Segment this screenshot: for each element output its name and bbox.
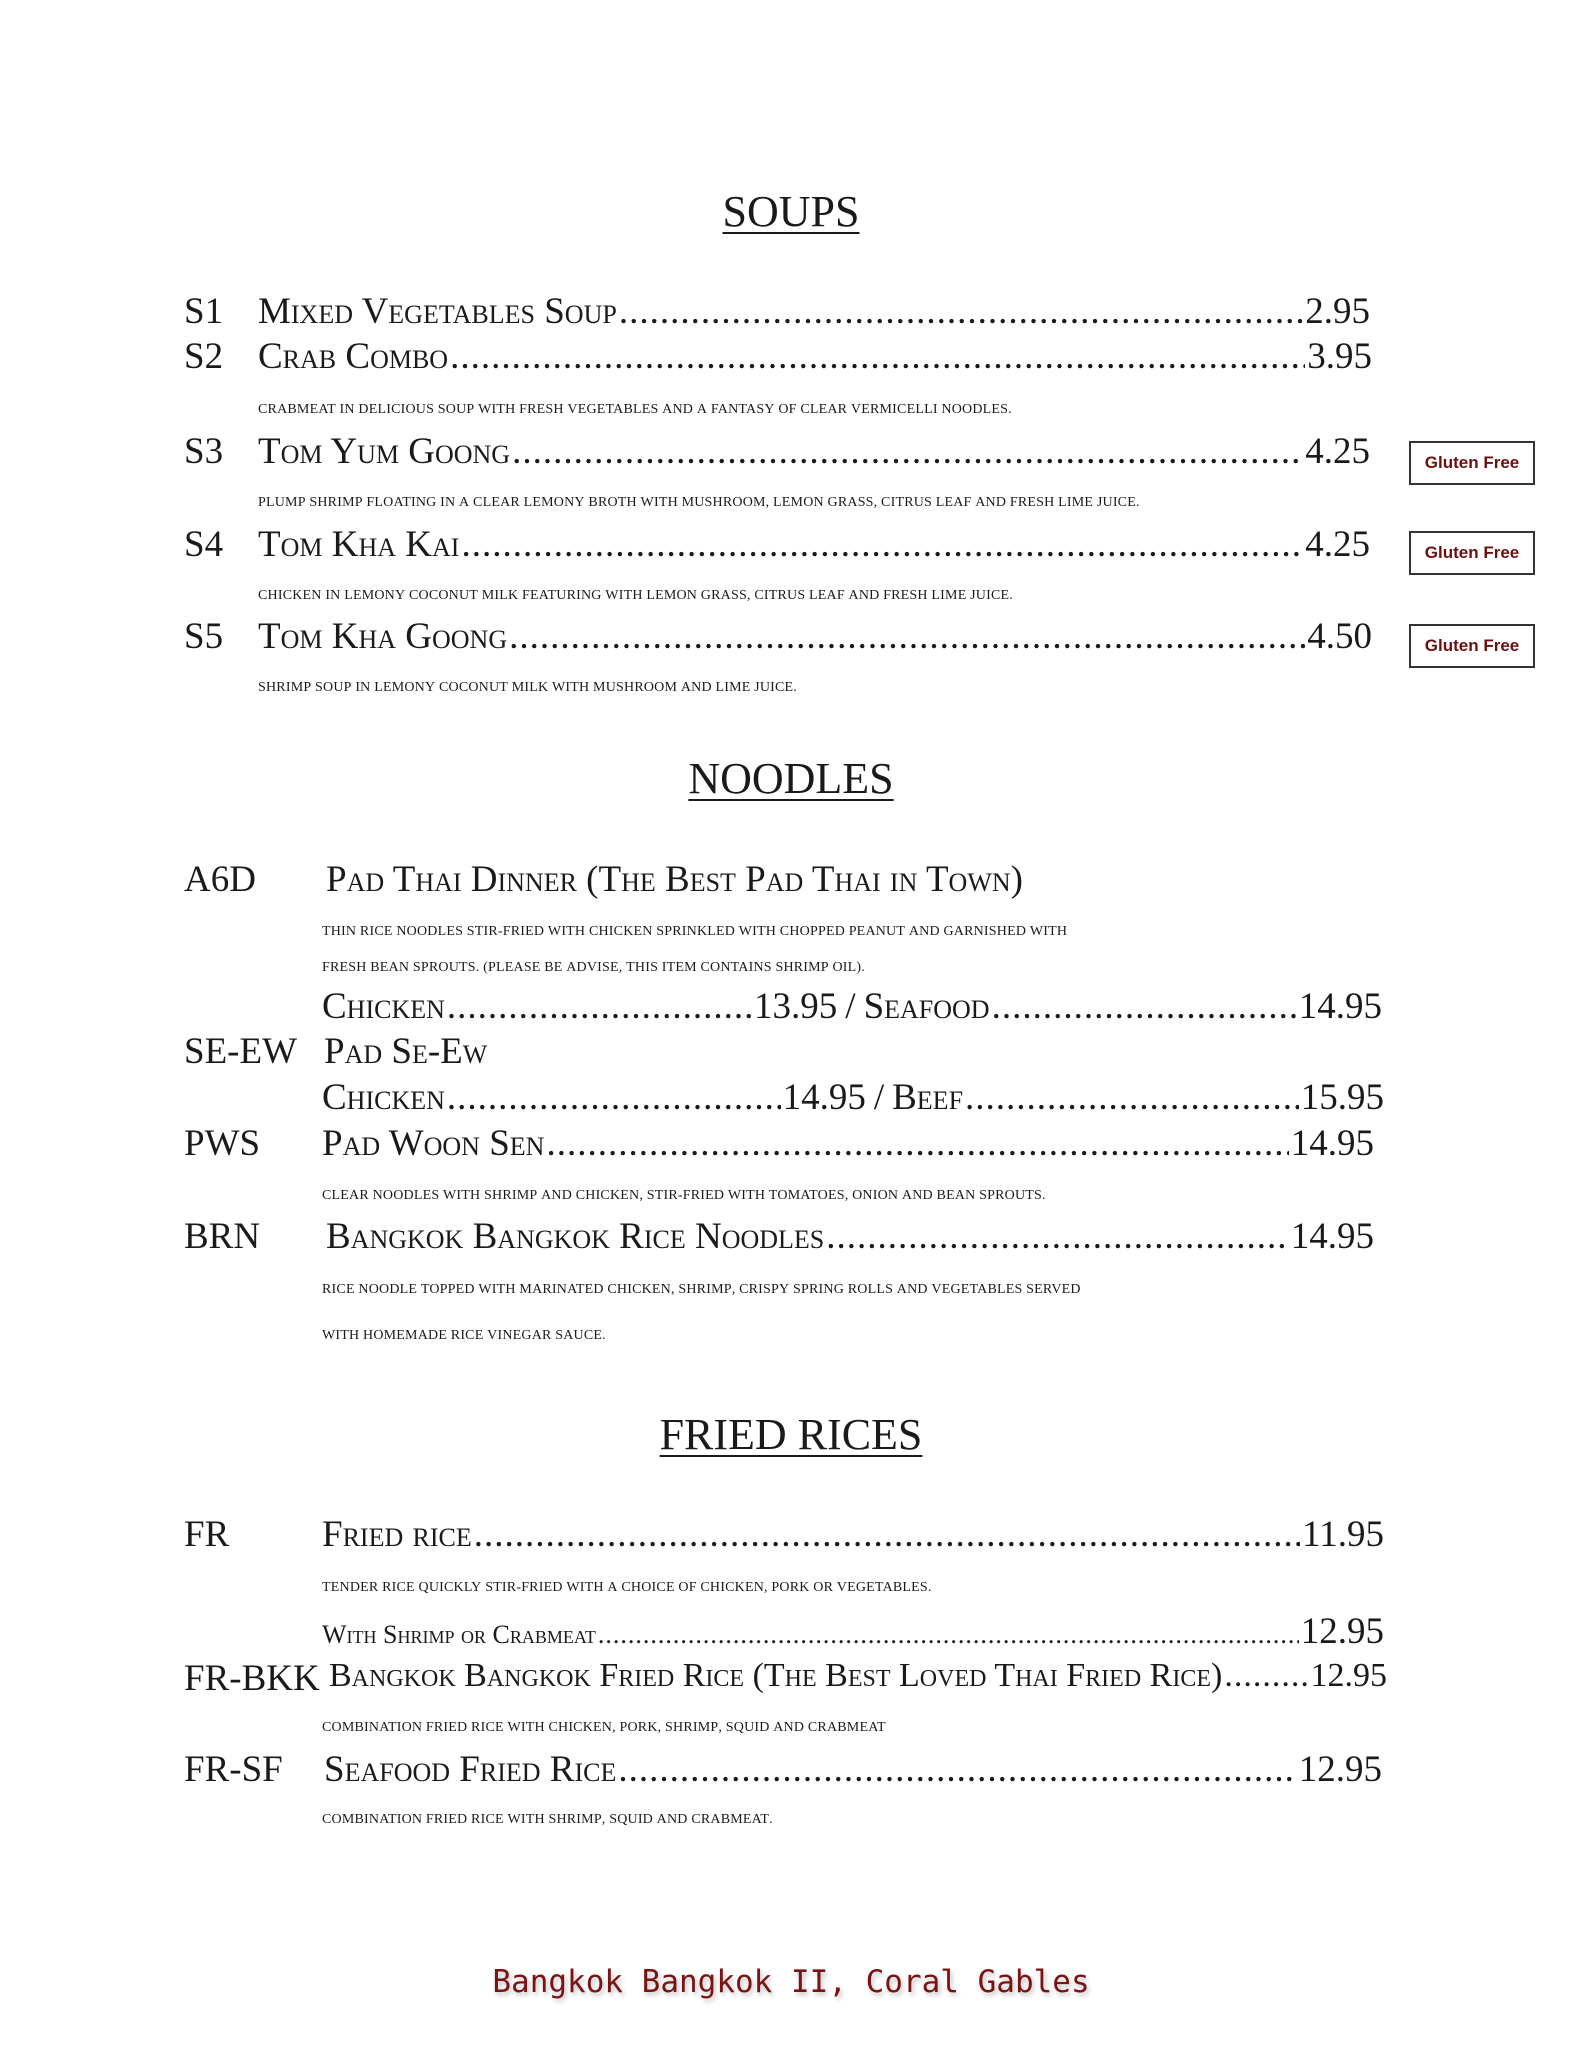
dot-leader: [450, 335, 1305, 378]
option-name: Beef: [892, 1077, 964, 1118]
item-code: S5: [184, 616, 224, 657]
option-price: 14.95: [782, 1077, 866, 1118]
gluten-free-badge: Gluten Free: [1409, 441, 1535, 485]
item-description: Tender rice quickly stir-fried with a choice of chicken, pork or vegetables.: [322, 1574, 932, 1596]
item-description: fresh bean sprouts. (Please be advise, this item contains shrimp oil).: [322, 954, 865, 976]
item-price: 14.95: [1290, 1216, 1374, 1257]
item-description: with homemade rice vinegar sauce.: [322, 1322, 606, 1344]
item-price: 3.95: [1307, 336, 1372, 377]
dot-leader: [992, 985, 1297, 1028]
item-name: Bangkok Bangkok Fried Rice (The Best Loved Thai Fried Rice): [329, 1657, 1223, 1694]
item-price: 2.95: [1305, 291, 1370, 332]
dot-leader: [461, 523, 1303, 566]
option-name: Seafood: [863, 986, 990, 1027]
section-title-noodles: NOODLES: [688, 754, 894, 803]
item-code: SE-EW: [184, 1031, 298, 1072]
price-options: [322, 985, 1382, 1028]
dot-leader: [546, 1122, 1288, 1165]
dot-leader: [1224, 1657, 1308, 1695]
option-separator: /: [845, 986, 856, 1027]
item-description: Combination fried rice with chicken, pork, shrimp, squid and crabmeat: [322, 1714, 886, 1736]
dot-leader: [618, 1748, 1296, 1791]
sub-option: [322, 1610, 1384, 1653]
item-name: Fried rice: [322, 1514, 472, 1555]
sub-option-name: With Shrimp or Crabmeat: [322, 1620, 596, 1649]
item-code: S4: [184, 524, 224, 565]
dot-leader: [509, 615, 1305, 658]
sub-option-price: 12.95: [1300, 1611, 1384, 1652]
item-price: 11.95: [1302, 1514, 1384, 1555]
dot-leader: [598, 1620, 1299, 1650]
option-name: Chicken: [322, 1077, 445, 1118]
item-description: Rice noodle topped with marinated chicken, shrimp, crispy spring rolls and vegetables served: [322, 1276, 1081, 1298]
gluten-free-badge: Gluten Free: [1409, 531, 1535, 575]
item-code: FR-BKK: [184, 1658, 320, 1699]
item-name: Tom Kha Kai: [258, 524, 460, 565]
item-name: Pad Woon Sen: [322, 1123, 545, 1164]
option-price: 15.95: [1300, 1077, 1384, 1118]
section-title-soups: SOUPS: [722, 187, 860, 236]
item-description: Clear noodles with shrimp and chicken, stir-fried with tomatoes, onion and bean sprouts.: [322, 1182, 1046, 1204]
dot-leader: [447, 1076, 781, 1119]
option-price: 13.95: [754, 986, 838, 1027]
item-code: FR: [184, 1514, 230, 1555]
item-description: Shrimp soup in lemony coconut milk with mushroom and lime juice.: [258, 674, 797, 696]
gluten-free-badge: Gluten Free: [1409, 624, 1535, 668]
item-name: Crab Combo: [258, 336, 449, 377]
item-price: 4.50: [1307, 616, 1372, 657]
price-options: [322, 1076, 1384, 1119]
item-code: BRN: [184, 1216, 261, 1257]
dot-leader: [965, 1076, 1299, 1119]
item-code: FR-SF: [184, 1749, 283, 1790]
item-name: Seafood Fried Rice: [324, 1749, 617, 1790]
item-price: 4.25: [1305, 431, 1370, 472]
item-description: Combination fried rice with shrimp, squid and crabmeat.: [322, 1806, 773, 1828]
dot-leader: [447, 985, 752, 1028]
item-name: Bangkok Bangkok Rice Noodles: [326, 1216, 825, 1257]
dot-leader: [826, 1215, 1288, 1258]
item-name: Pad Se-Ew: [324, 1031, 488, 1072]
option-separator: /: [873, 1077, 885, 1118]
dot-leader: [619, 290, 1303, 333]
item-price: 14.95: [1290, 1123, 1374, 1164]
item-code: PWS: [184, 1123, 261, 1164]
item-code: S1: [184, 291, 224, 332]
item-description: Crabmeat in delicious soup with fresh vegetables and a fantasy of clear vermicelli noodles.: [258, 396, 1012, 418]
item-name: Pad Thai Dinner (The Best Pad Thai in Town): [326, 859, 1023, 900]
section-title-fried-rices: FRIED RICES: [659, 1410, 923, 1459]
dot-leader: [512, 430, 1303, 473]
item-name: Tom Kha Goong: [258, 616, 508, 657]
item-price: 12.95: [1310, 1657, 1387, 1694]
item-description: Thin rice noodles stir-fried with chicken sprinkled with chopped peanut and garnished with: [322, 918, 1068, 940]
option-name: Chicken: [322, 986, 445, 1027]
item-price: 4.25: [1305, 524, 1370, 565]
item-name: Tom Yum Goong: [258, 431, 511, 472]
item-code: S3: [184, 431, 224, 472]
item-code: A6D: [184, 859, 256, 900]
item-price: 12.95: [1298, 1749, 1382, 1790]
item-description: Plump shrimp floating in a clear lemony broth with mushroom, lemon grass, citrus leaf and fresh lime juice.: [258, 489, 1140, 511]
item-name: Mixed Vegetables Soup: [258, 291, 617, 332]
option-price: 14.95: [1298, 986, 1382, 1027]
dot-leader: [474, 1513, 1300, 1556]
item-description: Chicken in lemony coconut milk featuring with lemon grass, citrus leaf and fresh lime juice.: [258, 582, 1013, 604]
item-code: S2: [184, 336, 224, 377]
restaurant-footer: Bangkok Bangkok II, Coral Gables: [492, 1964, 1090, 2000]
